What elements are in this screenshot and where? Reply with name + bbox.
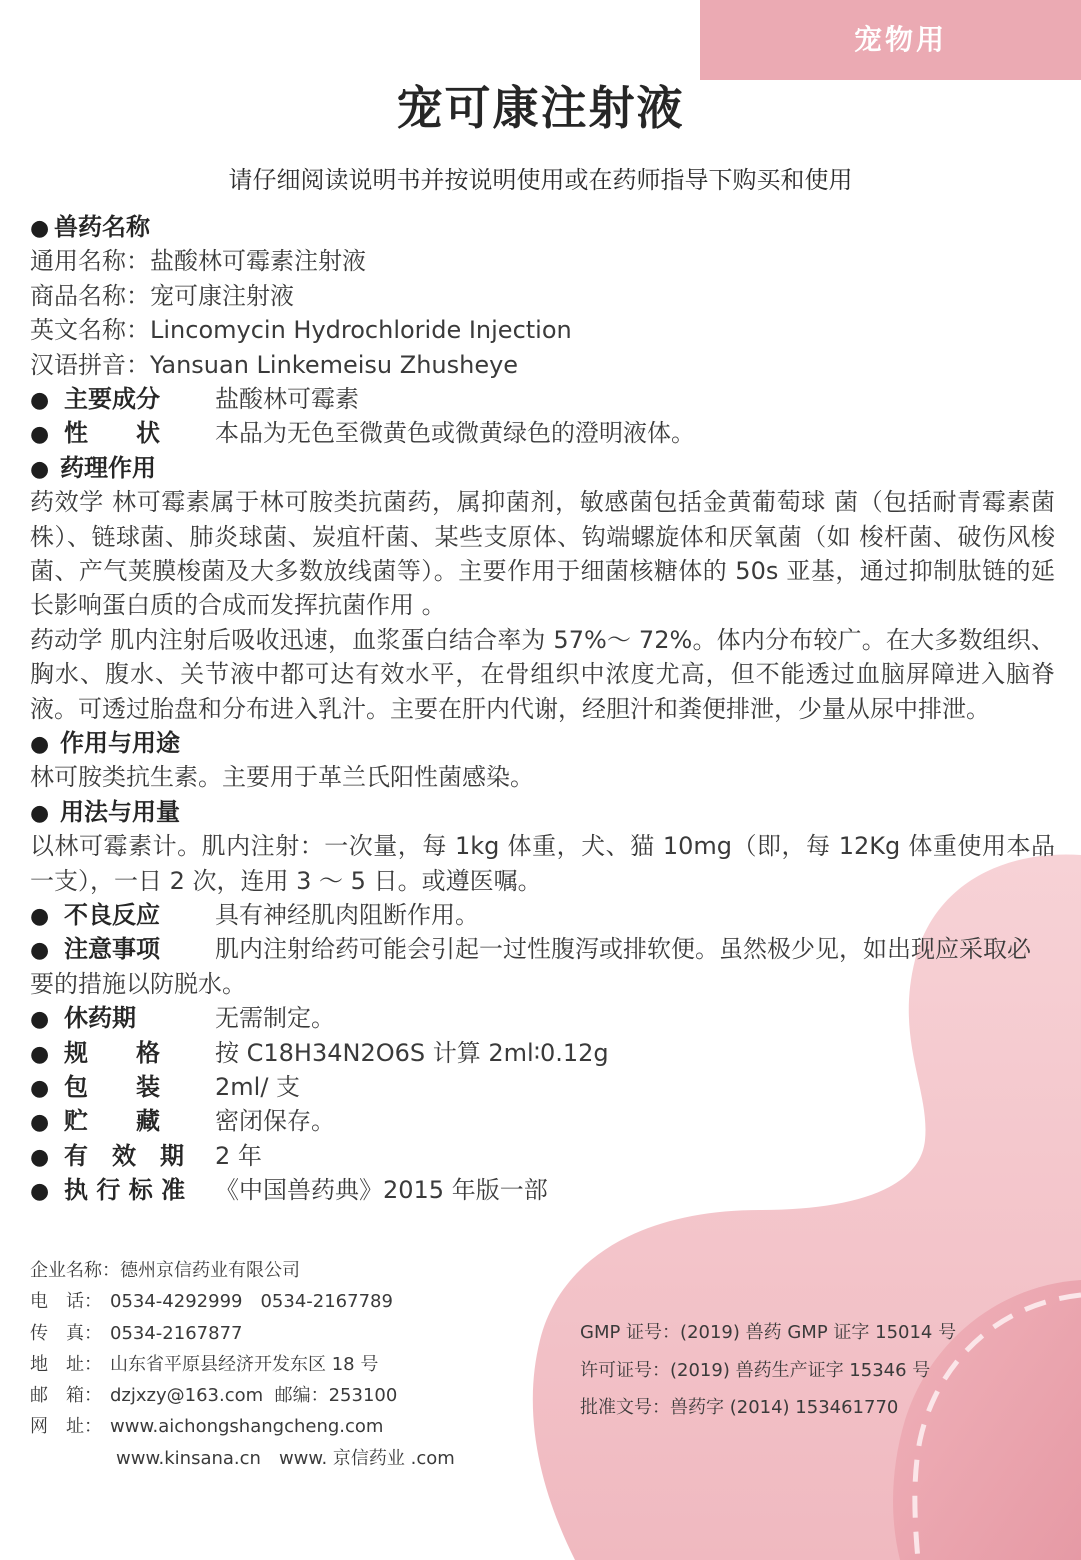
english-name-row: 英文名称：Lincomycin Hydrochloride Injection: [30, 316, 572, 345]
bullet-icon: ●: [30, 731, 50, 757]
gmp-cert: GMP 证号：(2019) 兽药 GMP 证字 15014 号: [580, 1322, 957, 1343]
approval-number: 批准文号：兽药字 (2014) 153461770: [580, 1397, 899, 1418]
bullet-icon: ●: [30, 456, 50, 482]
leaflet-body: [30, 210, 1055, 1207]
company-info: [30, 1255, 455, 1474]
bullet-icon: ●: [30, 216, 50, 241]
bullet-icon: ●: [30, 1144, 50, 1170]
company-name-row: 企业名称：德州京信药业有限公司: [30, 1260, 300, 1281]
bullet-icon: ●: [30, 387, 50, 413]
validity-row: ● 有 效 期 2 年: [30, 1139, 1055, 1173]
company-website-row-2: www.kinsana.cn www. 京信药业 .com: [116, 1447, 455, 1469]
bullet-icon: ●: [30, 1110, 50, 1136]
storage-row: ● 贮 藏 密闭保存。: [30, 1104, 1055, 1138]
certificates: [580, 1314, 956, 1427]
bullet-icon: ●: [30, 1179, 50, 1205]
bullet-icon: ●: [30, 938, 50, 964]
production-license: 许可证号：(2019) 兽药生产证字 15346 号: [580, 1359, 931, 1381]
pharmacokinetics-text: 药动学 肌内注射后吸收迅速，血浆蛋白结合率为 57%～ 72%。体内分布较广。在大多数组织、胸水、腹水、关节液中都可达有效水平，在骨组织中浓度尤高，但不能透过血脑屏障进入脑脊液。可透过胎盘和分布进入乳汁。主要在肝内代谢，经胆汁和粪便排泄，少量从尿中排泄。: [30, 625, 1055, 723]
dosage-text: 以林可霉素计。肌内注射：一次量，每 1kg 体重，犬、猫 10mg（即，每 12Kg 体重使用本品一支），一日 2 次，连用 3 ～ 5 日。或遵医嘱。: [30, 832, 1055, 895]
bullet-icon: ●: [30, 1041, 50, 1067]
precautions-row: ● 注意事项 肌内注射给药可能会引起一过性腹泻或排软便。虽然极少见，如出现应采取必: [30, 932, 1055, 966]
generic-name-row: 通用名称：盐酸林可霉素注射液: [30, 247, 366, 276]
company-address-row: 地 址： 山东省平原县经济开发东区 18 号: [30, 1353, 379, 1375]
pharmacodynamics-text: 药效学 林可霉素属于林可胺类抗菌药，属抑菌剂，敏感菌包括金黄葡萄球 菌（包括耐青霉素菌株）、链球菌、肺炎球菌、炭疽杆菌、某些支原体、钩端螺旋体和厌氧菌（如 梭杆菌、破伤风梭菌、产气荚膜梭菌及大多数放线菌等）。主要作用于细菌核糖体的 50s 亚基，通过抑制肽链的延长影响蛋白质的合成而发挥抗菌作用 。: [30, 488, 1055, 620]
website-link[interactable]: www.aichongshangcheng.com: [110, 1416, 384, 1438]
bullet-icon: ●: [30, 903, 50, 929]
adverse-row: ● 不良反应 具有神经肌肉阻断作用。: [30, 898, 1055, 932]
product-title: 宠可康注射液: [396, 81, 685, 135]
company-email-row: 邮 箱： dzjxzy@163.com 邮编：253100: [30, 1385, 398, 1407]
pinyin-row: 汉语拼音：Yansuan Linkemeisu Zhusheye: [30, 350, 519, 379]
bullet-icon: ●: [30, 422, 50, 448]
ingredients-row: ● 主要成分 盐酸林可霉素: [30, 382, 1055, 416]
section-indications: ● 作用与用途: [30, 726, 1055, 760]
indications-text: 林可胺类抗生素。主要用于革兰氏阳性菌感染。: [30, 763, 534, 792]
withdrawal-row: ● 休药期 无需制定。: [30, 1001, 1055, 1035]
appearance-row: ● 性 状 本品为无色至微黄色或微黄绿色的澄明液体。: [30, 416, 1055, 450]
bullet-icon: ●: [30, 1007, 50, 1033]
company-website-row: 网 址： www.aichongshangcheng.com: [30, 1416, 384, 1438]
section-drug-name: ● 兽药名称: [30, 210, 1055, 244]
brand-name-row: 商品名称：宠可康注射液: [30, 281, 294, 310]
company-phone-row: 电 话： 0534-4292999 0534-2167789: [30, 1291, 393, 1313]
standard-row: ● 执 行 标 准 《中国兽药典》2015 年版一部: [30, 1173, 1055, 1207]
package-row: ● 包 装 2ml/ 支: [30, 1070, 1055, 1104]
reading-notice: 请仔细阅读说明书并按说明使用或在药师指导下购买和使用: [228, 166, 853, 194]
precautions-continuation: 要的措施以防脱水。: [30, 969, 246, 998]
pet-use-tag: 宠物用: [700, 0, 1081, 80]
bullet-icon: ●: [30, 1075, 50, 1101]
email-link[interactable]: dzjxzy@163.com: [110, 1385, 264, 1407]
bullet-icon: ●: [30, 800, 50, 826]
section-dosage: ● 用法与用量: [30, 795, 1055, 829]
company-fax-row: 传 真： 0534-2167877: [30, 1322, 243, 1344]
spec-row: ● 规 格 按 C18H34N2O6S 计算 2ml∶0.12g: [30, 1036, 1055, 1070]
section-pharmacology: ● 药理作用: [30, 451, 1055, 485]
